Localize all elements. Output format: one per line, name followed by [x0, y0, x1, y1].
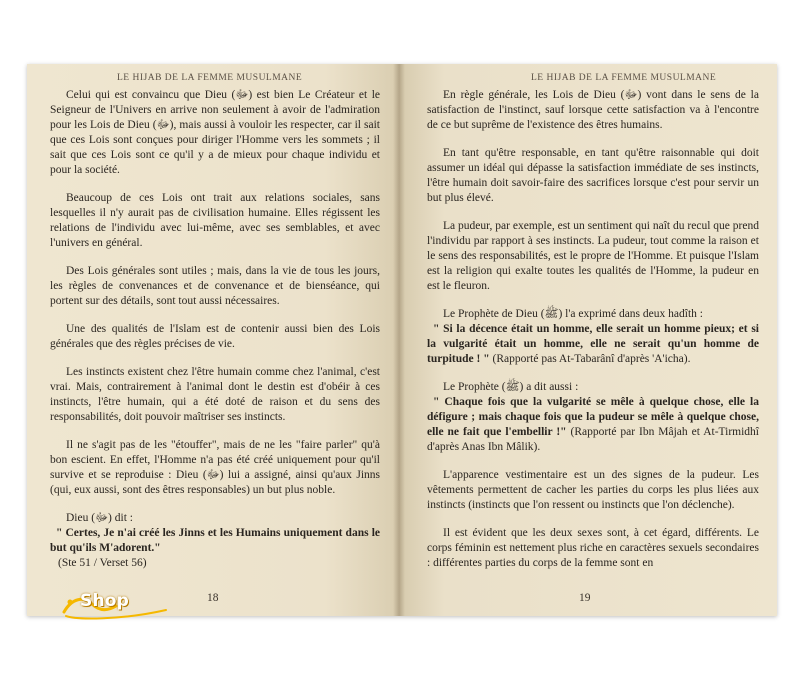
right-page-number: 19 — [579, 592, 591, 604]
right-paragraph-1: En règle générale, les Lois de Dieu (ﷻ) vont dans le sens de la satisfaction de l'instinct, sauf lorsque cette satisfaction va à l'encontre de ce but suprême de l'existence des êtres humains. — [427, 89, 759, 131]
left-paragraph-5: Les instincts existent chez l'être humain comme chez l'animal, c'est vrai. Mais, contrairement à l'animal dont le destin est d'obéir à ces instincts, l'être humain, qui a été doté de raison et du sens des responsabilités, doit pouvoir maîtriser ses instincts. — [50, 366, 380, 423]
right-paragraph-5: Il est évident que les deux sexes sont, à cet égard, différents. Le corps féminin est nettement plus riche en caractères sexuels secondaires : différentes parties du corps de la femme sont en — [427, 527, 759, 569]
left-paragraph-3: Des Lois générales sont utiles ; mais, dans la vie de tous les jours, les règles de convenances et de convenance et de bienséance, qui portent sur des détails, sont tout aussi nécessaires. — [50, 265, 380, 307]
right-page — [399, 64, 777, 616]
left-page — [27, 64, 399, 616]
right-paragraph-2: En tant qu'être responsable, en tant qu'être raisonnable qui doit assumer un idéal qui dépasse la satisfaction immédiate de ses instincts, l'être humain doit savoir-faire des sacrifices lorsque c'est pour servir un but plus élevé. — [427, 147, 759, 204]
hadith-1 — [427, 322, 759, 367]
left-page-text — [50, 88, 380, 571]
book-gutter — [393, 64, 405, 616]
hadith-2-reference: (Rapporté par Ibn Mâjah et At-Tirmidhî d'après Anas Ibn Mâlik). — [427, 426, 760, 453]
shop-logo[interactable]: Shop — [80, 591, 129, 611]
left-paragraph-6: Il ne s'agit pas de les "étouffer", mais de ne les "faire parler" qu'à bon escient. En effet, l'Homme n'a pas été créé uniquement pour qu'il survive et se reproduise : Dieu (ﷻ) lui a assigné, ainsi qu'aux Jinns (qui, eux aussi, sont des êtres responsables) un but plus noble. — [50, 439, 380, 496]
quran-quote — [50, 526, 380, 556]
quran-quote-text: " Certes, Je n'ai créé les Jinns et les Humains uniquement dans le but qu'ils M'adorent." — [50, 527, 380, 554]
right-paragraph-4: L'apparence vestimentaire est un des signes de la pudeur. Les vêtements permettent de cacher les parties du corps les plus liées aux instincts (instincts que l'on ressent ou instincts que l'on déclenche). — [427, 469, 759, 511]
right-page-text — [427, 88, 759, 584]
left-paragraph-4: Une des qualités de l'Islam est de contenir aussi bien des Lois générales que des règles précises de vie. — [50, 323, 380, 350]
prophete-intro-2: Le Prophète (ﷺ) a dit aussi : — [443, 381, 579, 393]
dieu-dit-line: Dieu (ﷻ) dit : — [66, 512, 133, 524]
left-paragraph-1: Celui qui est convaincu que Dieu (ﷻ) est bien Le Créateur et le Seigneur de l'Univers en arrive non seulement à avoir de l'admiration pour les Lois de Dieu (ﷻ), mais aussi à vouloir les respecter, car il sait que ces Lois sont conçues pour diriger l'Homme vers les sommets ; il sait que ces Lois sont ce qu'il y a de mieux pour chaque individu et pour la société. — [50, 89, 381, 176]
left-page-number: 18 — [207, 592, 219, 604]
left-running-head: LE HIJAB DE LA FEMME MUSULMANE — [117, 73, 303, 83]
hadith-2-text: " Chaque fois que la vulgarité se mêle à quelque chose, elle la défigure ; mais chaque fois que la pudeur se mêle à quelque chose, elle ne fait que l'embellir !" — [427, 396, 759, 438]
hadith-1-reference: (Rapporté pas At-Tabarânî d'après 'A'icha). — [492, 353, 691, 365]
left-paragraph-2: Beaucoup de ces Lois ont trait aux relations sociales, sans lesquelles il n'y aurait pas de civilisation humaine. Elles régissent les relations de l'individu avec lui-même, avec ses semblables, et avec l'univers en général. — [50, 192, 380, 249]
open-book — [27, 64, 777, 616]
right-paragraph-3: La pudeur, par exemple, est un sentiment qui naît du recul que prend l'individu par rapport à ses instincts. La pudeur, tout comme la raison et le sens des responsabilités, est le propre de l'Homme. Et puisque l'Islam est la religion qui exalte toutes les qualités de l'Homme, la pudeur en est le fleuron. — [427, 220, 759, 292]
quran-reference: (Ste 51 / Verset 56) — [58, 557, 147, 569]
hadith-2 — [427, 395, 759, 455]
hadith-1-text: " Si la décence était un homme, elle serait un homme pieux; et si la vulgarité était un homme, elle ne serait qu'un homme de turpitude ! " — [427, 323, 759, 365]
right-running-head: LE HIJAB DE LA FEMME MUSULMANE — [531, 73, 717, 83]
prophete-intro-1: Le Prophète de Dieu (ﷺ) l'a exprimé dans deux hadîth : — [443, 308, 703, 320]
